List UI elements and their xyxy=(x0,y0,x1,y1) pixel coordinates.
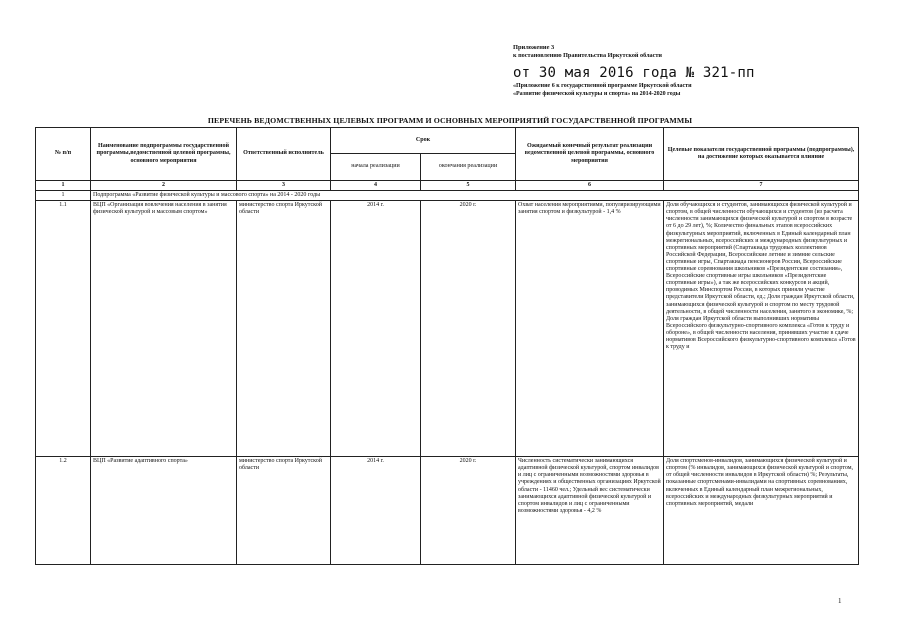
row-name: ВЦП «Организация вовлечения населения в занятия физической культурой и массовым спортом» xyxy=(91,201,237,457)
row-executor: министерство спорта Иркутской области xyxy=(237,201,331,457)
column-numbers-row xyxy=(36,181,859,191)
row-end: 2020 г. xyxy=(421,201,516,457)
row-num: 1.1 xyxy=(36,201,91,457)
row-start: 2014 г. xyxy=(331,201,421,457)
decree-date-number: от 30 мая 2016 года № 321-пп xyxy=(513,65,755,81)
document-title: ПЕРЕЧЕНЬ ВЕДОМСТВЕННЫХ ЦЕЛЕВЫХ ПРОГРАММ И ОСНОВНЫХ МЕРОПРИЯТИЙ ГОСУДАРСТВЕННОЙ ПРОГРАММЫ xyxy=(207,116,693,125)
row-num: 1.2 xyxy=(36,457,91,565)
programs-table xyxy=(35,127,859,565)
column-number: 4 xyxy=(331,181,421,191)
row-name: ВЦП «Развитие адаптивного спорта» xyxy=(91,457,237,565)
row-indicators: Доля спортсменов-инвалидов, занимающихся физической культурой и спортом (% инвалидов, занимающихся физической культурой и спортом, от общей численности инвалидов в Иркутской области) %; Результаты, показанные спортсменами-инвалидами на спортивных соревнованиях, включенных в Единый календарный план межрегиональных, всероссийских и международных физкультурных мероприятий и спортивных мероприятий, медали xyxy=(664,457,859,565)
column-number: 5 xyxy=(421,181,516,191)
column-number: 7 xyxy=(664,181,859,191)
previous-appendix-reference: «Приложение 6 к государственной программе Иркутской области xyxy=(513,83,692,89)
column-number: 1 xyxy=(36,181,91,191)
row-result: Численность систематически занимающихся адаптивной физической культурой, спортом инвалидов и лиц с ограниченными возможностями здоровья в учреждениях и общественных организациях Иркутской области - 11460 чел.; Удельный вес систематически занимающихся адаптивной физической культурой и спортом инвалидов и лиц с ограниченными возможностями здоровья - 4,2 % xyxy=(516,457,664,565)
header-indicators: Целевые показатели государственной программы (подпрограммы), на достижение которых оказывается влияние xyxy=(664,128,859,181)
table-row xyxy=(36,457,859,565)
document-header xyxy=(513,43,883,98)
column-number: 3 xyxy=(237,181,331,191)
subprogram-title: Подпрограмма «Развитие физической культуры и массового спорта» на 2014 - 2020 годы xyxy=(91,191,859,201)
table-row xyxy=(36,201,859,457)
row-executor: министерство спорта Иркутской области xyxy=(237,457,331,565)
header-start: начала реализации xyxy=(331,154,421,181)
column-number: 6 xyxy=(516,181,664,191)
subprogram-num: 1 xyxy=(36,191,91,201)
header-name: Наименование подпрограммы государственной программы,ведомственной целевой программы, основного мероприятия xyxy=(91,128,237,181)
row-end: 2020 г. xyxy=(421,457,516,565)
row-indicators: Доля обучающихся и студентов, занимающихся физической культурой и спортом, в общей численности обучающихся и студентов (из расчета численности занимающихся физической культурой и спортом в возрасте от 6 до 29 лет), %; Количество финальных этапов всероссийских физкультурных мероприятий, включенных в Единый календарный план межрегиональных, всероссийских и международных физкультурных и спортивных мероприятий (Спартакиада трудовых коллективов Российской Федерации, Всероссийские летние и зимние сельские спортивные игры, Спартакиада пенсионеров России, Всероссийские спортивные соревнования школьников «Президентские состязания», Всероссийские спортивные игры школьников «Президентские спортивные игры»), а так же всероссийских конкурсов и акций, проводимых Минспортом России, в которых приняли участие представители Иркутской области, ед.; Доля граждан Иркутской области, занимающихся физической культурой и спортом по месту трудовой деятельности, в общей численности населения, занятого в экономике, %; Доля граждан Иркутской области выполнивших нормативы Всероссийского физкультурно-спортивного комплекса «Готов к труду и обороне», в общей численности населения, принявших участие в сдаче нормативов Всероссийского физкультурно-спортивного комплекса «Готов к труду и xyxy=(664,201,859,457)
row-start: 2014 г. xyxy=(331,457,421,565)
header-result: Ожидаемый конечный результат реализации ведомственной целевой программы, основного мероприятия xyxy=(516,128,664,181)
header-end: окончания реализации xyxy=(421,154,516,181)
subprogram-row xyxy=(36,191,859,201)
column-number: 2 xyxy=(91,181,237,191)
page-number: 1 xyxy=(838,597,842,605)
decree-reference: к постановлению Правительства Иркутской области xyxy=(513,52,662,59)
header-term: Срок xyxy=(331,128,516,154)
table-header-row xyxy=(36,128,859,154)
header-num: № п/п xyxy=(36,128,91,181)
header-executor: Ответственный исполнитель xyxy=(237,128,331,181)
row-result: Охват населения мероприятиями, популяризирующими занятия спортом и физкультурой - 1,4 % xyxy=(516,201,664,457)
appendix-label: Приложение 3 xyxy=(513,44,555,51)
program-name: «Развитие физической культуры и спорта» на 2014-2020 годы xyxy=(513,91,681,97)
